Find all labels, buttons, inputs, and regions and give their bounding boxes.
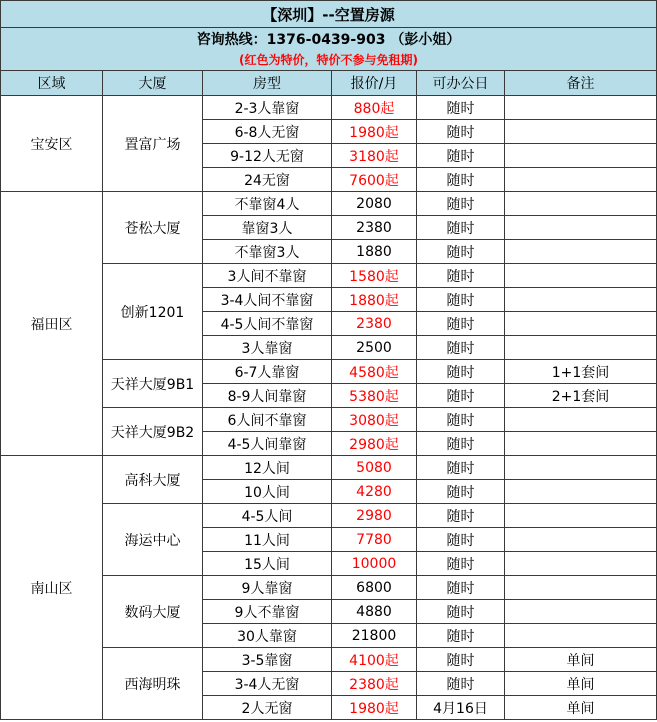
room-type-cell: 10人间 bbox=[203, 480, 332, 504]
building-cell: 苍松大厦 bbox=[103, 192, 203, 264]
price-cell: 4280 bbox=[332, 480, 417, 504]
district-cell: 福田区 bbox=[1, 192, 103, 456]
price-cell: 4580起 bbox=[332, 360, 417, 384]
listing-rows bbox=[1, 96, 657, 720]
room-type-cell: 9-12人无窗 bbox=[203, 144, 332, 168]
column-header-room-type: 房型 bbox=[203, 71, 332, 96]
available-date-cell: 随时 bbox=[417, 648, 505, 672]
available-date-cell: 随时 bbox=[417, 312, 505, 336]
remarks-cell bbox=[505, 192, 657, 216]
remarks-cell bbox=[505, 600, 657, 624]
column-header-available-date: 可办公日 bbox=[417, 71, 505, 96]
room-type-cell: 3-4人无窗 bbox=[203, 672, 332, 696]
remarks-cell bbox=[505, 576, 657, 600]
price-cell: 5380起 bbox=[332, 384, 417, 408]
price-cell: 2500 bbox=[332, 336, 417, 360]
room-type-cell: 9人靠窗 bbox=[203, 576, 332, 600]
available-date-cell: 随时 bbox=[417, 336, 505, 360]
price-cell: 7780 bbox=[332, 528, 417, 552]
price-cell: 3080起 bbox=[332, 408, 417, 432]
price-cell: 4100起 bbox=[332, 648, 417, 672]
remarks-cell bbox=[505, 336, 657, 360]
table-row bbox=[1, 192, 657, 216]
room-type-cell: 8-9人间靠窗 bbox=[203, 384, 332, 408]
room-type-cell: 靠窗3人 bbox=[203, 216, 332, 240]
price-cell: 21800 bbox=[332, 624, 417, 648]
available-date-cell: 随时 bbox=[417, 552, 505, 576]
column-header-building: 大厦 bbox=[103, 71, 203, 96]
room-type-cell: 11人间 bbox=[203, 528, 332, 552]
column-header-district: 区域 bbox=[1, 71, 103, 96]
price-cell: 2980起 bbox=[332, 432, 417, 456]
district-cell: 南山区 bbox=[1, 456, 103, 720]
room-type-cell: 30人靠窗 bbox=[203, 624, 332, 648]
room-type-cell: 9人不靠窗 bbox=[203, 600, 332, 624]
building-cell: 创新1201 bbox=[103, 264, 203, 360]
available-date-cell: 随时 bbox=[417, 504, 505, 528]
price-cell: 1980起 bbox=[332, 696, 417, 720]
available-date-cell: 随时 bbox=[417, 432, 505, 456]
available-date-cell: 随时 bbox=[417, 576, 505, 600]
available-date-cell: 随时 bbox=[417, 144, 505, 168]
remarks-cell: 1+1套间 bbox=[505, 360, 657, 384]
room-type-cell: 15人间 bbox=[203, 552, 332, 576]
price-cell: 2980 bbox=[332, 504, 417, 528]
remarks-cell bbox=[505, 456, 657, 480]
building-cell: 天祥大厦9B2 bbox=[103, 408, 203, 456]
available-date-cell: 随时 bbox=[417, 480, 505, 504]
available-date-cell: 随时 bbox=[417, 600, 505, 624]
remarks-cell bbox=[505, 168, 657, 192]
price-cell: 3180起 bbox=[332, 144, 417, 168]
room-type-cell: 3人靠窗 bbox=[203, 336, 332, 360]
table-row bbox=[1, 456, 657, 480]
room-type-cell: 3-4人间不靠窗 bbox=[203, 288, 332, 312]
building-cell: 西海明珠 bbox=[103, 648, 203, 720]
district-cell: 宝安区 bbox=[1, 96, 103, 192]
price-cell: 5080 bbox=[332, 456, 417, 480]
price-cell: 6800 bbox=[332, 576, 417, 600]
available-date-cell: 随时 bbox=[417, 192, 505, 216]
remarks-cell bbox=[505, 528, 657, 552]
remarks-cell bbox=[505, 240, 657, 264]
remarks-cell: 单间 bbox=[505, 696, 657, 720]
remarks-cell: 单间 bbox=[505, 648, 657, 672]
room-type-cell: 4-5人间 bbox=[203, 504, 332, 528]
price-cell: 1880起 bbox=[332, 288, 417, 312]
column-header-remarks: 备注 bbox=[505, 71, 657, 96]
building-cell: 置富广场 bbox=[103, 96, 203, 192]
remarks-cell bbox=[505, 480, 657, 504]
room-type-cell: 3-5靠窗 bbox=[203, 648, 332, 672]
remarks-cell bbox=[505, 96, 657, 120]
room-type-cell: 6人间不靠窗 bbox=[203, 408, 332, 432]
room-type-cell: 12人间 bbox=[203, 456, 332, 480]
price-cell: 880起 bbox=[332, 96, 417, 120]
price-cell: 1580起 bbox=[332, 264, 417, 288]
price-cell: 2380 bbox=[332, 312, 417, 336]
price-cell: 1980起 bbox=[332, 120, 417, 144]
room-type-cell: 6-8人无窗 bbox=[203, 120, 332, 144]
price-cell: 4880 bbox=[332, 600, 417, 624]
room-type-cell: 6-7人靠窗 bbox=[203, 360, 332, 384]
remarks-cell bbox=[505, 120, 657, 144]
remarks-cell bbox=[505, 408, 657, 432]
building-cell: 海运中心 bbox=[103, 504, 203, 576]
available-date-cell: 随时 bbox=[417, 528, 505, 552]
available-date-cell: 随时 bbox=[417, 96, 505, 120]
special-price-note: (红色为特价，特价不参与免租期) bbox=[1, 49, 657, 71]
remarks-cell bbox=[505, 552, 657, 576]
remarks-cell bbox=[505, 624, 657, 648]
price-cell: 2380起 bbox=[332, 672, 417, 696]
available-date-cell: 随时 bbox=[417, 456, 505, 480]
table-row bbox=[1, 96, 657, 120]
building-cell: 天祥大厦9B1 bbox=[103, 360, 203, 408]
available-date-cell: 随时 bbox=[417, 120, 505, 144]
available-date-cell: 4月16日 bbox=[417, 696, 505, 720]
price-cell: 2380 bbox=[332, 216, 417, 240]
price-cell: 2080 bbox=[332, 192, 417, 216]
remarks-cell bbox=[505, 312, 657, 336]
hotline-text: 咨询热线：1376-0439-903 （彭小姐） bbox=[1, 28, 657, 50]
price-cell: 10000 bbox=[332, 552, 417, 576]
room-type-cell: 2-3人靠窗 bbox=[203, 96, 332, 120]
page-title: 【深圳】--空置房源 bbox=[1, 1, 657, 28]
remarks-cell bbox=[505, 264, 657, 288]
available-date-cell: 随时 bbox=[417, 264, 505, 288]
available-date-cell: 随时 bbox=[417, 624, 505, 648]
available-date-cell: 随时 bbox=[417, 216, 505, 240]
column-header-row bbox=[1, 71, 657, 96]
room-type-cell: 4-5人间靠窗 bbox=[203, 432, 332, 456]
remarks-cell bbox=[505, 504, 657, 528]
remarks-cell bbox=[505, 216, 657, 240]
room-type-cell: 4-5人间不靠窗 bbox=[203, 312, 332, 336]
price-cell: 7600起 bbox=[332, 168, 417, 192]
available-date-cell: 随时 bbox=[417, 240, 505, 264]
remarks-cell: 单间 bbox=[505, 672, 657, 696]
room-type-cell: 不靠窗4人 bbox=[203, 192, 332, 216]
remarks-cell: 2+1套间 bbox=[505, 384, 657, 408]
available-date-cell: 随时 bbox=[417, 360, 505, 384]
remarks-cell bbox=[505, 288, 657, 312]
available-date-cell: 随时 bbox=[417, 168, 505, 192]
building-cell: 数码大厦 bbox=[103, 576, 203, 648]
available-date-cell: 随时 bbox=[417, 384, 505, 408]
available-date-cell: 随时 bbox=[417, 672, 505, 696]
price-cell: 1880 bbox=[332, 240, 417, 264]
building-cell: 高科大厦 bbox=[103, 456, 203, 504]
available-date-cell: 随时 bbox=[417, 288, 505, 312]
room-type-cell: 不靠窗3人 bbox=[203, 240, 332, 264]
remarks-cell bbox=[505, 432, 657, 456]
remarks-cell bbox=[505, 144, 657, 168]
column-header-price: 报价/月 bbox=[332, 71, 417, 96]
room-type-cell: 2人无窗 bbox=[203, 696, 332, 720]
room-type-cell: 3人间不靠窗 bbox=[203, 264, 332, 288]
available-date-cell: 随时 bbox=[417, 408, 505, 432]
room-type-cell: 24无窗 bbox=[203, 168, 332, 192]
